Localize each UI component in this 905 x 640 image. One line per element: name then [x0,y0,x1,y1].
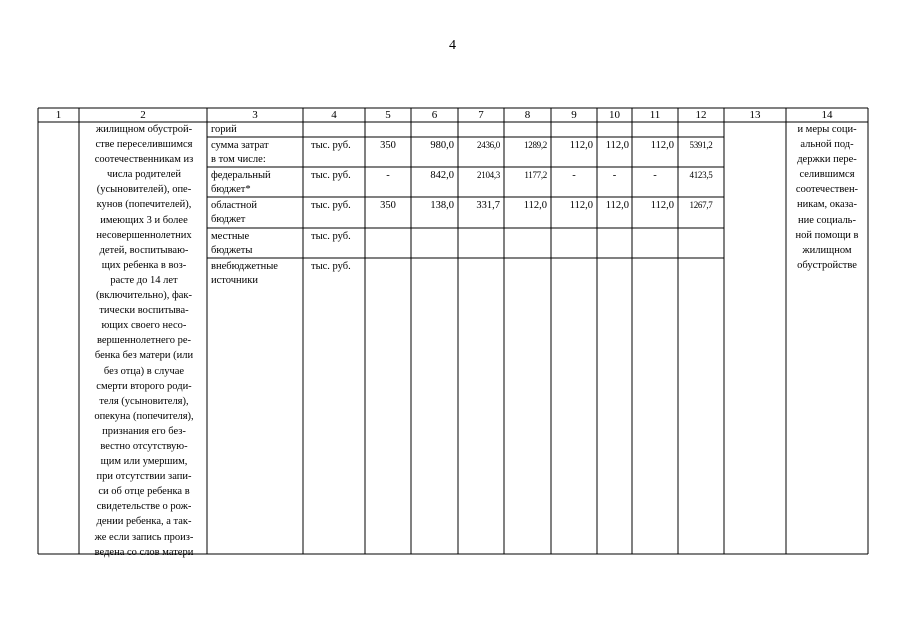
col14-line: держки пере- [797,154,857,166]
col14-line: ние социаль- [798,214,856,226]
col14-description [788,122,866,273]
row-total-col11: 112,0 [650,140,674,151]
col2-line: вестно отсутствую- [100,440,188,452]
col14-line: и меры соци- [797,124,857,135]
col2-line: свидетельстве о рож- [96,501,192,513]
row-total-col7: 2436,0 [477,140,500,150]
header-col-13: 13 [749,109,761,121]
row-federal-col7: 2104,3 [477,170,500,180]
col14-line: соотечествен- [795,184,859,196]
row-federal-col8: 1177,2 [524,170,547,180]
col2-line: опекуна (попечителя), [94,410,194,422]
page-number: 4 [449,38,456,53]
row-category-label: горий [211,124,237,135]
header-col-4: 4 [331,109,337,121]
row-federal-unit: тыс. руб. [311,170,351,181]
col14-line: обустройстве [797,259,857,271]
row-local-unit: тыс. руб. [311,231,351,242]
row-regional-col9: 112,0 [569,200,593,211]
col2-line: бенка без матери (или [94,350,194,362]
header-col-11: 11 [649,109,661,121]
header-col-7: 7 [478,109,484,121]
row-federal-col6: 842,0 [430,170,454,181]
col2-line: стве переселившимся [95,139,193,151]
col2-line: тически воспитыва- [99,305,189,317]
row-extrabudget-label-line2: источники [211,275,258,286]
col14-line: селившимся [799,169,855,181]
col2-line: кунов (попечителей), [96,199,192,211]
row-total-label-line1: сумма затрат [211,140,269,151]
row-regional-label-line1: областной [211,200,257,211]
row-regional-col5: 350 [380,200,396,211]
col2-line: щим или умершим, [100,456,188,468]
row-total-col8: 1289,2 [524,140,547,150]
row-regional-label-line2: бюджет [211,214,246,225]
col2-line: смерти второго роди- [96,380,192,392]
col2-line: (усыновителей), опе- [96,184,192,196]
col14-line: никам, оказа- [797,199,857,211]
col2-line: несовершеннолетних [96,229,192,241]
row-regional-col7: 331,7 [476,200,500,211]
col2-line: дении ребенка, а так- [96,516,192,528]
row-extrabudget-label-line1: внебюджетные [211,261,278,272]
header-col-14: 14 [821,109,833,121]
header-col-10: 10 [609,109,620,121]
row-regional-col8: 112,0 [523,200,547,211]
row-total-col12: 5391,2 [689,140,713,150]
col2-line: щих ребенка в воз- [101,259,187,271]
col2-line: ведена со слов матери [94,546,194,558]
row-regional-unit: тыс. руб. [311,200,351,211]
header-col-2: 2 [140,109,146,121]
row-total-col10: 112,0 [605,140,629,151]
row-federal-label-line1: федеральный [211,170,271,181]
header-col-9: 9 [571,109,577,121]
row-federal-label-line2: бюджет* [211,184,251,195]
row-regional-col12: 1267,7 [689,200,713,210]
header-col-3: 3 [252,109,258,121]
row-regional-col6: 138,0 [430,200,454,211]
col2-description [82,122,206,560]
row-federal-col5: - [386,170,390,181]
col2-line: числа родителей [106,169,181,181]
row-federal-col10: - [612,170,617,181]
col14-line: альной под- [800,139,854,151]
col2-line: жилищном обустрой- [95,124,193,135]
row-regional-col11: 112,0 [650,200,674,211]
row-local-label-line1: местные [211,231,250,242]
row-total-col6: 980,0 [430,140,454,151]
row-regional-col10: 112,0 [605,200,629,211]
col2-line: соотечественникам из [94,154,194,166]
col2-line: имеющих 3 и более [100,214,188,226]
col2-line: без отца) в случае [103,365,185,377]
row-federal-col12: 4123,5 [689,170,713,180]
col2-line: детей, воспитываю- [99,244,189,256]
row-extrabudget-unit: тыс. руб. [311,261,351,272]
col2-line: (включительно), фак- [95,290,193,302]
col2-line: ющих своего несо- [101,320,187,332]
col2-line: си об отце ребенка в [98,486,190,498]
row-local-label-line2: бюджеты [211,245,253,256]
col2-line: при отсутствии запи- [96,471,192,483]
col14-line: ной помощи в [795,229,859,241]
col2-line: признания его без- [102,425,186,437]
col2-line: теля (усыновителя), [99,395,189,407]
header-col-1: 1 [55,109,62,121]
header-col-6: 6 [431,109,438,121]
row-federal-col11: - [653,170,657,181]
header-col-8: 8 [524,109,531,121]
col2-line: вершеннолетнего ре- [97,335,191,347]
row-total-label-line2: в том числе: [211,154,266,165]
header-col-12: 12 [695,109,707,121]
header-col-5: 5 [385,109,391,121]
row-total-col9: 112,0 [569,140,593,151]
col2-line: расте до 14 лет [110,274,178,286]
row-federal-col9: - [572,170,576,181]
col14-line: жилищном [802,244,852,256]
col2-line: же если запись произ- [94,531,194,543]
row-total-unit: тыс. руб. [311,140,351,151]
row-total-col5: 350 [380,140,396,151]
